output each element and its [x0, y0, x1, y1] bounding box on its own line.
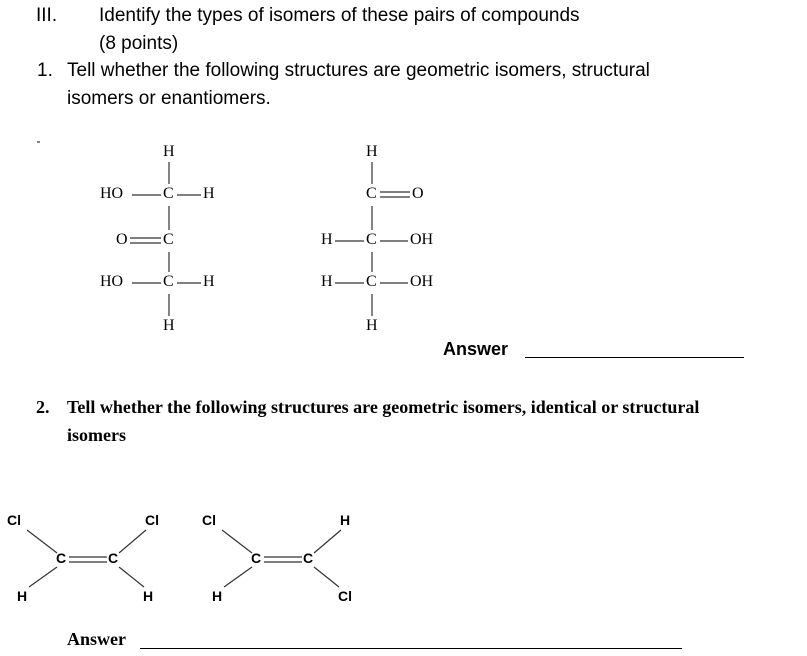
mol1-c-middle: C [163, 231, 174, 248]
mol1-c-upper: C [163, 185, 174, 202]
alkene2-cl-bottom-right: Cl [338, 588, 352, 604]
alkene1-bond-c-cl [119, 530, 146, 553]
alkene1-c-right: C [108, 550, 119, 566]
mol1-ho-lower: HO [100, 273, 124, 290]
mol2-c-lower: C [366, 273, 377, 290]
section-number: III. [36, 5, 58, 26]
alkene2-bond-c-cl [314, 567, 339, 587]
alkene1-h-bottom-right: H [143, 588, 154, 604]
mol1-o-carbonyl: O [116, 231, 128, 248]
mol1-h-upper-right: H [203, 185, 215, 202]
mol2-c-upper: C [366, 231, 377, 248]
section-title: Identify the types of isomers of these pairs of compounds [99, 5, 580, 26]
mol2-h-upper-left: H [321, 231, 333, 248]
mol1-h-bottom: H [163, 317, 175, 334]
mol1-h-top: H [163, 143, 175, 160]
mol1-c-lower: C [163, 273, 174, 290]
q2-answer-label: Answer [67, 629, 126, 649]
alkene1-bond-cl-c [27, 530, 57, 553]
alkene1-bond-c-h [119, 567, 144, 587]
q1-number: 1. [37, 60, 53, 81]
mol2-o-aldehyde: O [412, 185, 424, 202]
alkene2-h-top-right: H [340, 512, 351, 528]
alkene1-c-left: C [56, 550, 67, 566]
q2-text-line1: Tell whether the following structures are geometric isomers, identical or structural [67, 397, 700, 417]
q1-text-line2: isomers or enantiomers. [67, 88, 271, 109]
alkene2-bond-cl-c [222, 530, 252, 553]
alkene2-c-right: C [303, 550, 314, 566]
mol1-ho-upper: HO [100, 185, 124, 202]
alkene1-h-bottom-left: H [17, 588, 28, 604]
mol2-h-top: H [366, 143, 378, 160]
q1-text-line1: Tell whether the following structures are geometric isomers, structural [67, 60, 650, 81]
mol2-oh-upper: OH [410, 231, 434, 248]
q2-text-line2: isomers [67, 425, 126, 445]
alkene1-cl-top-left: Cl [7, 512, 21, 528]
mol1-h-lower-right: H [203, 273, 215, 290]
mol2-oh-lower: OH [410, 273, 434, 290]
mol2-h-bottom: H [366, 317, 378, 334]
section-points: (8 points) [99, 33, 179, 54]
alkene2-bond-c-h [314, 530, 341, 553]
mol2-c-aldehyde: C [366, 185, 377, 202]
alkene1-cl-top-right: Cl [145, 512, 159, 528]
mol2-h-lower-left: H [321, 273, 333, 290]
alkene2-c-left: C [251, 550, 262, 566]
q1-answer-label: Answer [443, 339, 509, 359]
alkene1-bond-h-c [29, 567, 57, 587]
q2-number: 2. [36, 397, 50, 417]
alkene2-h-bottom-left: H [212, 588, 223, 604]
alkene2-cl-top-left: Cl [202, 512, 216, 528]
alkene2-bond-h-c [224, 567, 252, 587]
